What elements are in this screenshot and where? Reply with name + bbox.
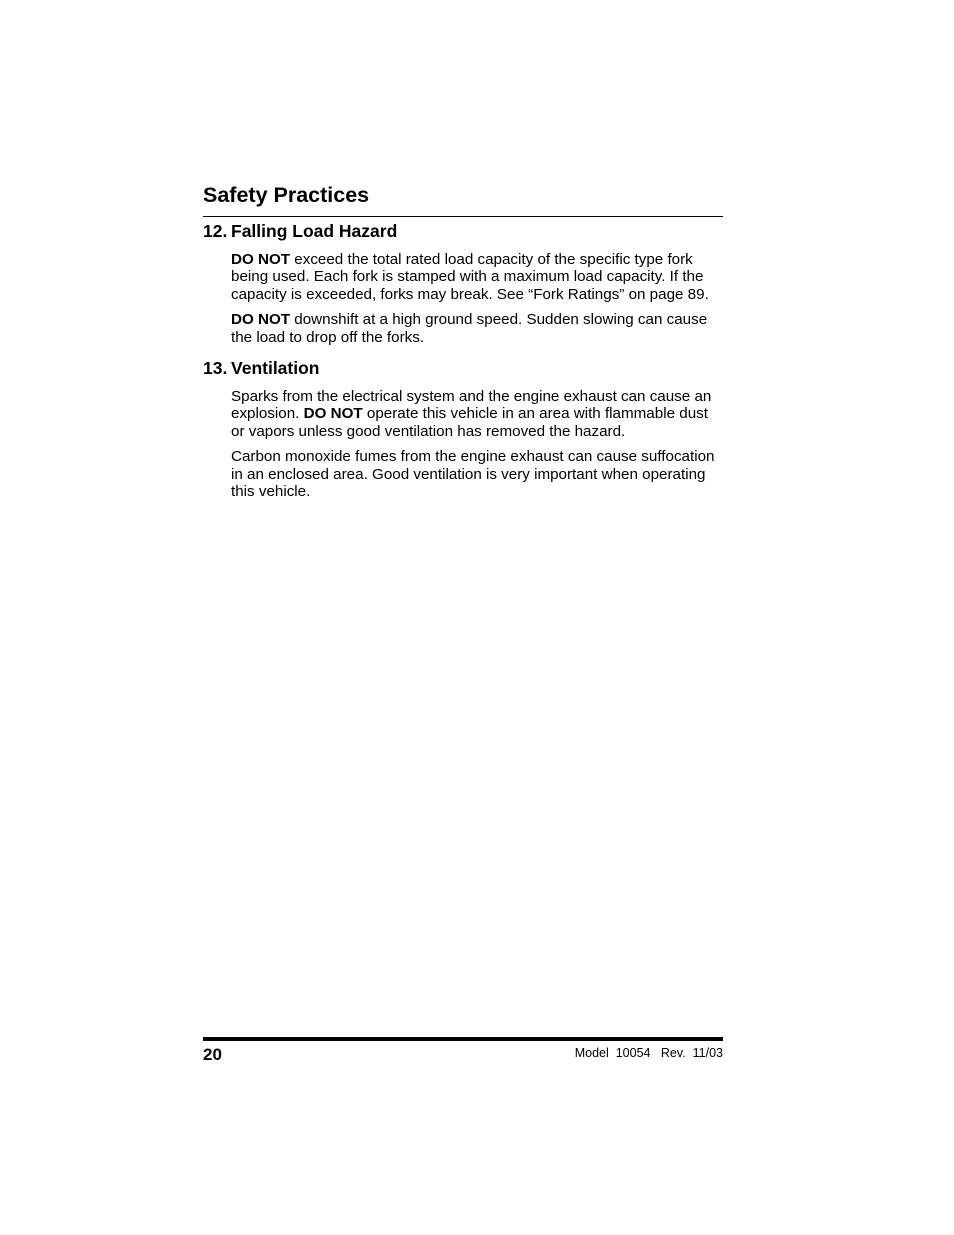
model-number: 10054 (615, 1046, 651, 1060)
paragraph-text: operate this vehicle in an area with flammable dust or vapors unless good ventilation has removed the hazard. (231, 405, 708, 440)
model-label: Model (574, 1046, 609, 1060)
section-number: 12. (203, 221, 228, 241)
revision-date: 11/03 (692, 1046, 723, 1060)
revision-label: Rev. (660, 1046, 686, 1060)
section-heading (203, 357, 723, 379)
page-number: 20 (203, 1045, 222, 1064)
page-title: Safety Practices (203, 183, 370, 207)
section-ventilation (203, 357, 723, 500)
section-number: 13. (203, 358, 228, 378)
paragraph-text: exceed the total rated load capacity of the specific type fork being used. Each fork is stamped with a maximum load capacity. If the capacity is exceeded, forks may break. See “Fork Ratings” on page 89. (231, 251, 709, 303)
paragraph (231, 388, 723, 440)
section-falling-load-hazard (203, 220, 723, 346)
paragraph (231, 251, 723, 303)
section-title: Falling Load Hazard (231, 221, 398, 241)
footer-divider (203, 1037, 723, 1041)
section-heading (203, 220, 723, 242)
paragraph-text: Sparks from the electrical system and the engine exhaust can cause an explosion. (231, 388, 712, 423)
warning-emphasis: DO NOT (303, 405, 363, 423)
title-divider (203, 216, 723, 217)
footer-model-revision (575, 1046, 723, 1061)
paragraph (231, 311, 723, 346)
warning-emphasis: DO NOT (231, 311, 291, 329)
paragraph-text: downshift at a high ground speed. Sudden slowing can cause the load to drop off the forks. (231, 311, 708, 346)
warning-emphasis: DO NOT (231, 251, 291, 268)
paragraph-text: Carbon monoxide fumes from the engine exhaust can cause suffocation in an enclosed area. Good ventilation is very important when operating this vehicle. (231, 448, 715, 500)
section-title: Ventilation (231, 358, 320, 378)
paragraph (231, 448, 723, 500)
